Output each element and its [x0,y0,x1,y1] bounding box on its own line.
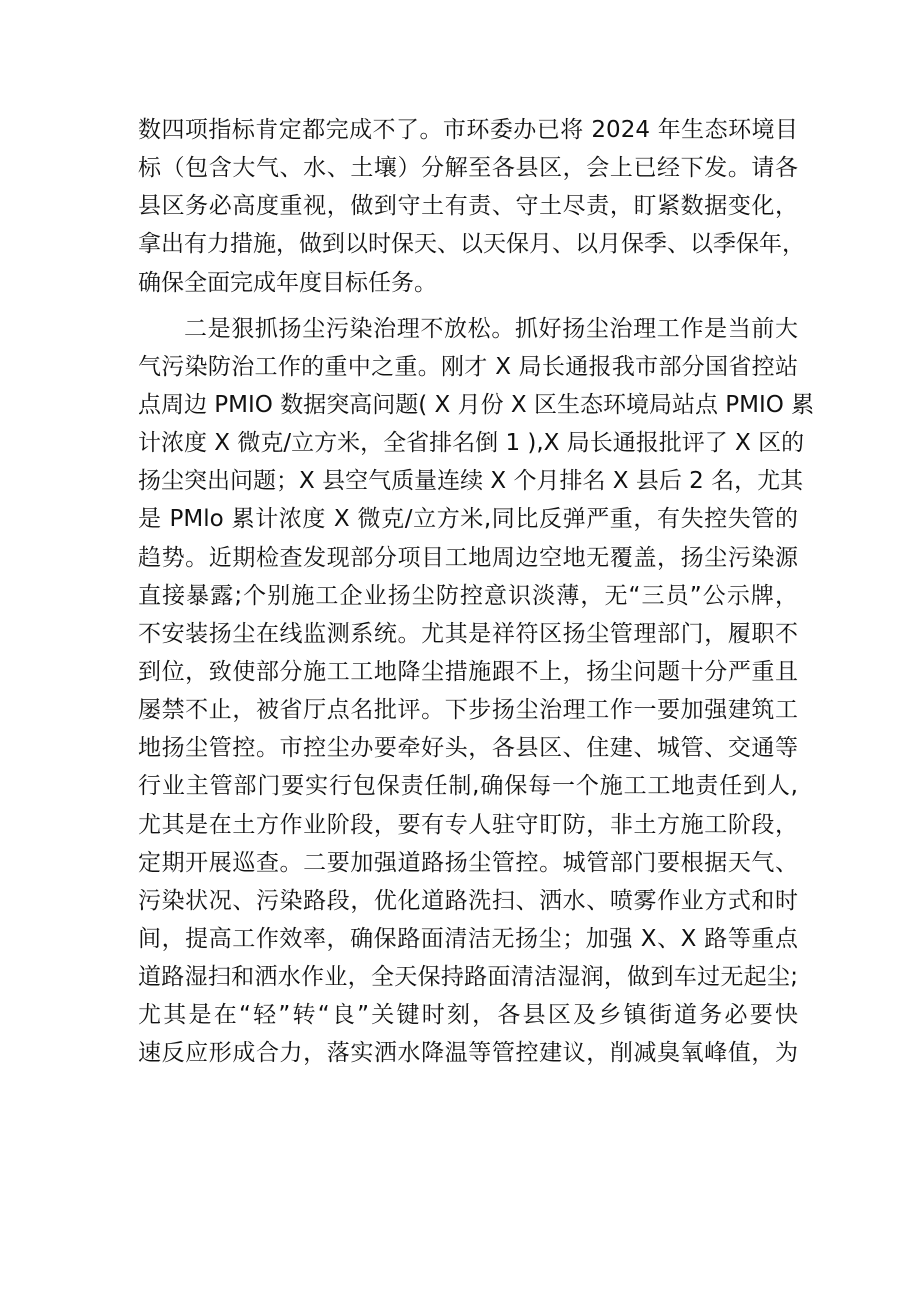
paragraph-line: 扬尘突出问题；X 县空气质量连续 X 个月排名 X 县后 2 名，尤其 [138,468,804,495]
paragraph-line: 行业主管部门要实行包保责任制,确保每一个施工工地责任到人, [138,773,798,800]
paragraph-line: 到位，致使部分施工工地降尘措施跟不上，扬尘问题十分严重且 [138,658,798,685]
paragraph-line: 趋势。近期检查发现部分项目工地周边空地无覆盖，扬尘污染源 [138,544,798,571]
paragraph-1 [138,111,805,302]
paragraph-line: 二是狠抓扬尘污染治理不放松。抓好扬尘治理工作是当前大 [184,315,798,342]
paragraph-line: 计浓度 X 微克/立方米，全省排名倒 1 ),X 局长通报批评了 X 区的 [138,430,805,457]
paragraph-line: 尤其是在土方作业阶段，要有专人驻守盯防，非土方施工阶段， [138,811,798,838]
body-text [138,111,815,1073]
paragraph-line: 屡禁不止，被省厅点名批评。下步扬尘治理工作一要加强建筑工 [138,697,798,724]
paragraph-line: 数四项指标肯定都完成不了。市环委办已将 2024 年生态环境目 [138,117,798,143]
paragraph-line: 直接暴露;个别施工企业扬尘防控意识淡薄，无“三员”公示牌， [138,582,798,609]
paragraph-line: 地扬尘管控。市控尘办要牵好头，各县区、住建、城管、交通等 [138,735,798,762]
paragraph-line: 拿出有力措施，做到以时保天、以天保月、以月保季、以季保年， [138,231,805,258]
paragraph-line: 速反应形成合力，落实洒水降温等管控建议，削减臭氧峰值，为 [138,1040,798,1067]
paragraph-line: 间，提高工作效率，确保路面清洁无扬尘；加强 X、X 路等重点 [138,925,798,952]
paragraph-gap [138,302,798,310]
paragraph-line: 是 PMlo 累计浓度 X 微克/立方米,同比反弹严重，有失控失管的 [138,506,798,533]
paragraph-line: 不安装扬尘在线监测系统。尤其是祥符区扬尘管理部门，履职不 [138,620,798,647]
paragraph-line: 定期开展巡查。二要加强道路扬尘管控。城管部门要根据天气、 [138,849,798,876]
paragraph-2 [138,310,815,1073]
paragraph-line: 点周边 PMIO 数据突高问题( X 月份 X 区生态环境局站点 PMIO 累 [138,391,815,418]
paragraph-line: 尤其是在“轻”转“良”关键时刻，各县区及乡镇街道务必要快 [138,1002,798,1029]
paragraph-line: 污染状况、污染路段，优化道路洗扫、洒水、喷雾作业方式和时 [138,887,798,914]
paragraph-line: 标（包含大气、水、土壤）分解至各县区，会上已经下发。请各 [138,155,798,182]
paragraph-line: 道路湿扫和洒水作业，全天保持路面清洁湿润，做到车过无起尘; [138,964,798,991]
paragraph-line: 县区务必高度重视，做到守土有责、守土尽责，盯紧数据变化， [138,193,798,220]
paragraph-line: 确保全面完成年度目标任务。 [138,269,437,296]
paragraph-line: 气污染防治工作的重中之重。刚才 X 局长通报我市部分国省控站 [138,353,798,380]
